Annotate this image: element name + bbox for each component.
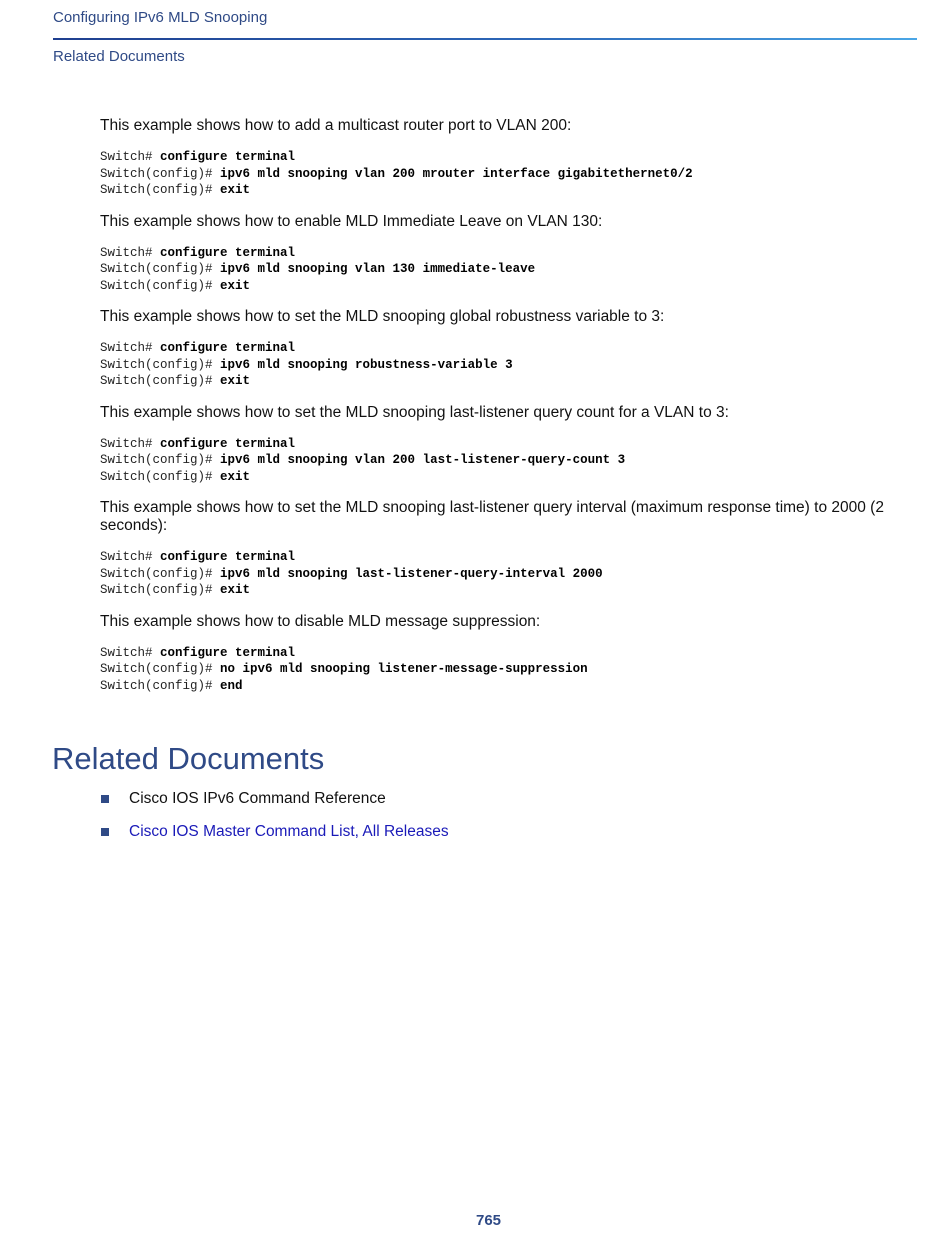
related-documents-heading: Related Documents xyxy=(52,741,325,776)
code-line xyxy=(100,678,900,695)
cli-prompt: Switch# xyxy=(100,245,161,260)
cli-prompt: Switch(config)# xyxy=(100,357,221,372)
cli-command: exit xyxy=(220,374,251,388)
example-block xyxy=(100,499,900,599)
cli-prompt: Switch(config)# xyxy=(100,566,221,581)
cli-command: ipv6 mld snooping last-listener-query-interval 2000 xyxy=(220,566,603,581)
cli-prompt: Switch(config)# xyxy=(100,678,221,693)
code-line xyxy=(100,373,900,390)
code-line xyxy=(100,645,900,662)
cli-prompt: Switch(config)# xyxy=(100,583,221,597)
code-block xyxy=(100,245,900,295)
code-line xyxy=(100,149,900,166)
code-block xyxy=(100,340,900,390)
example-block xyxy=(100,613,900,695)
cli-command: ipv6 mld snooping vlan 200 last-listener-query-count 3 xyxy=(220,453,626,467)
code-line xyxy=(100,436,900,453)
code-line xyxy=(100,182,900,199)
example-description: This example shows how to add a multicast router port to VLAN 200: xyxy=(100,117,572,134)
cli-prompt: Switch(config)# xyxy=(100,183,221,197)
cli-prompt: Switch(config)# xyxy=(100,262,221,276)
cli-prompt: Switch# xyxy=(100,645,161,660)
header-rule xyxy=(53,38,917,40)
running-header-chapter: Configuring IPv6 MLD Snooping xyxy=(53,9,268,26)
running-header-section: Related Documents xyxy=(53,48,185,65)
cli-prompt: Switch(config)# xyxy=(100,453,221,467)
example-description: This example shows how to enable MLD Immediate Leave on VLAN 130: xyxy=(100,212,603,230)
cli-command: configure terminal xyxy=(160,245,296,260)
cli-command: configure terminal xyxy=(160,150,296,164)
code-block xyxy=(100,549,900,599)
code-line xyxy=(100,582,900,599)
example-description: This example shows how to disable MLD message suppression: xyxy=(100,612,541,630)
cli-prompt: Switch# xyxy=(100,436,161,451)
example-block xyxy=(100,117,900,199)
cli-command: end xyxy=(220,678,243,693)
code-block xyxy=(100,436,900,486)
examples-section xyxy=(100,117,900,708)
example-description: This example shows how to set the MLD snooping last-listener query interval (maximum response time) to 2000 (2 seconds): xyxy=(100,499,884,534)
code-line xyxy=(100,549,900,566)
code-line xyxy=(100,261,900,278)
example-description: This example shows how to set the MLD snooping last-listener query count for a VLAN to 3: xyxy=(100,403,729,421)
cli-prompt: Switch(config)# xyxy=(100,166,221,181)
cli-command: configure terminal xyxy=(160,645,296,660)
cli-prompt: Switch# xyxy=(100,550,161,564)
cli-command: ipv6 mld snooping vlan 130 immediate-leave xyxy=(220,262,536,276)
code-line xyxy=(100,357,900,374)
cli-command: ipv6 mld snooping robustness-variable 3 xyxy=(220,357,513,372)
page-number: 765 xyxy=(475,1212,502,1229)
code-line xyxy=(100,566,900,583)
cli-prompt: Switch(config)# xyxy=(100,374,221,388)
code-line xyxy=(100,278,900,295)
related-document-label: Cisco IOS IPv6 Command Reference xyxy=(129,790,386,807)
code-block xyxy=(100,149,900,199)
square-bullet-icon xyxy=(101,828,109,836)
code-line xyxy=(100,469,900,486)
code-line xyxy=(100,452,900,469)
code-line xyxy=(100,340,900,357)
example-block xyxy=(100,404,900,486)
cli-prompt: Switch# xyxy=(100,341,161,355)
cli-command: no ipv6 mld snooping listener-message-suppression xyxy=(220,662,588,676)
code-line xyxy=(100,166,900,183)
cli-prompt: Switch# xyxy=(100,150,161,164)
cli-command: configure terminal xyxy=(160,436,296,451)
cli-command: exit xyxy=(220,583,251,597)
related-document-link[interactable]: Cisco IOS Master Command List, All Releases xyxy=(129,823,449,840)
cli-command: ipv6 mld snooping vlan 200 mrouter interface gigabitethernet0/2 xyxy=(220,166,693,181)
cli-command: configure terminal xyxy=(160,341,296,355)
code-block xyxy=(100,645,900,695)
cli-command: configure terminal xyxy=(160,550,296,564)
code-line xyxy=(100,661,900,678)
example-block xyxy=(100,213,900,295)
cli-prompt: Switch(config)# xyxy=(100,469,221,484)
code-line xyxy=(100,245,900,262)
square-bullet-icon xyxy=(101,795,109,803)
example-block xyxy=(100,308,900,390)
cli-command: exit xyxy=(220,278,251,293)
cli-command: exit xyxy=(220,469,251,484)
example-description: This example shows how to set the MLD snooping global robustness variable to 3: xyxy=(100,308,665,325)
cli-prompt: Switch(config)# xyxy=(100,662,221,676)
cli-command: exit xyxy=(220,183,251,197)
cli-prompt: Switch(config)# xyxy=(100,278,221,293)
